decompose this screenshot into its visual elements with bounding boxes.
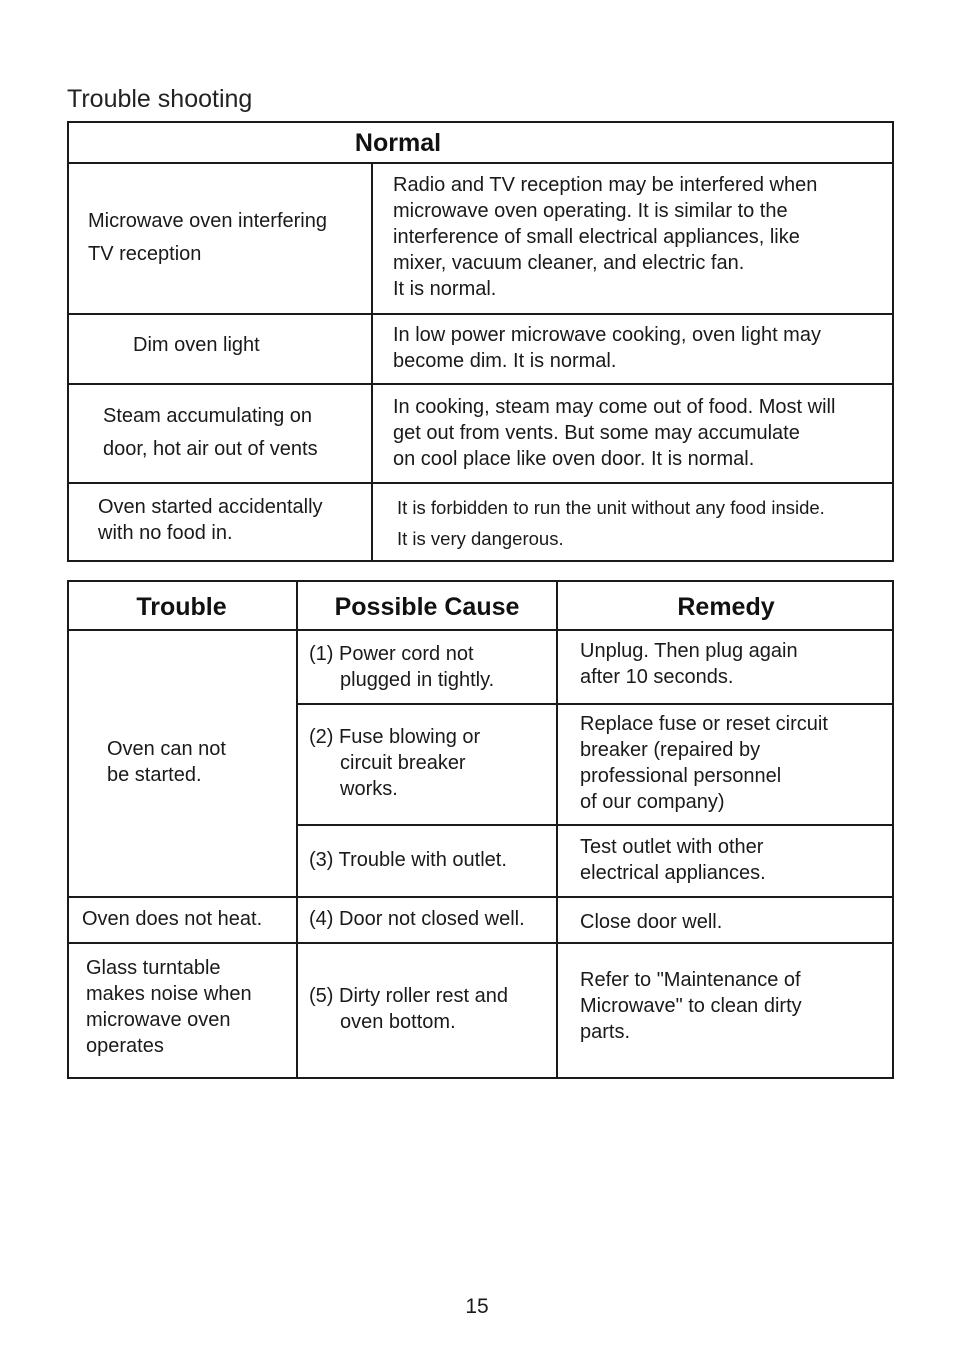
header-trouble: Trouble — [136, 593, 227, 621]
normal-condition: Oven started accidentally with no food in. — [98, 496, 323, 544]
normal-explanation: In low power microwave cooking, oven light may become dim. It is normal. — [393, 324, 821, 372]
cause-item: (3) Trouble with outlet. — [309, 849, 507, 871]
remedy-item: Replace fuse or reset circuit breaker (repaired by professional personnel of our company) — [580, 713, 828, 813]
page-title: Trouble shooting — [67, 85, 253, 113]
remedy-item: Unplug. Then plug again after 10 seconds. — [580, 640, 798, 688]
trouble-item: Oven does not heat. — [82, 908, 263, 930]
remedy-item: Refer to "Maintenance of Microwave" to clean dirty parts. — [580, 969, 802, 1043]
header-remedy: Remedy — [677, 593, 775, 621]
remedy-item: Test outlet with other electrical appliances. — [580, 836, 766, 884]
divider — [67, 383, 894, 385]
cause-item: (5) Dirty roller rest and oven bottom. — [309, 985, 508, 1033]
normal-condition: Dim oven light — [133, 334, 260, 356]
remedy-item: Close door well. — [580, 911, 723, 933]
normal-condition: Microwave oven interfering TV reception — [88, 210, 327, 265]
divider — [67, 896, 894, 898]
divider — [67, 313, 894, 315]
divider — [296, 824, 894, 826]
normal-explanation: In cooking, steam may come out of food. Most will get out from vents. But some may accumulate on cool place like oven door. It is normal. — [393, 396, 836, 470]
trouble-item: Oven can not be started. — [107, 738, 226, 786]
page-number: 15 — [465, 1295, 489, 1318]
normal-condition: Steam accumulating on door, hot air out of vents — [103, 405, 318, 460]
divider — [67, 482, 894, 484]
cause-item: (4) Door not closed well. — [309, 908, 525, 930]
divider — [67, 942, 894, 944]
divider — [556, 580, 558, 1079]
cause-item: (2) Fuse blowing or circuit breaker works. — [309, 726, 481, 800]
divider — [67, 629, 894, 631]
normal-explanation: It is forbidden to run the unit without any food inside. It is very dangerous. — [397, 497, 825, 549]
divider — [296, 580, 298, 1079]
trouble-item: Glass turntable makes noise when microwave oven operates — [86, 957, 252, 1057]
divider — [67, 162, 894, 164]
header-cause: Possible Cause — [334, 593, 520, 621]
normal-header: Normal — [354, 129, 442, 157]
normal-explanation: Radio and TV reception may be interfered when microwave oven operating. It is similar to the interference of small electrical appliances, like mixer, vacuum cleaner, and electric fan. It is normal. — [393, 174, 818, 300]
divider — [296, 703, 894, 705]
cause-item: (1) Power cord not plugged in tightly. — [309, 643, 495, 691]
divider — [371, 162, 373, 562]
